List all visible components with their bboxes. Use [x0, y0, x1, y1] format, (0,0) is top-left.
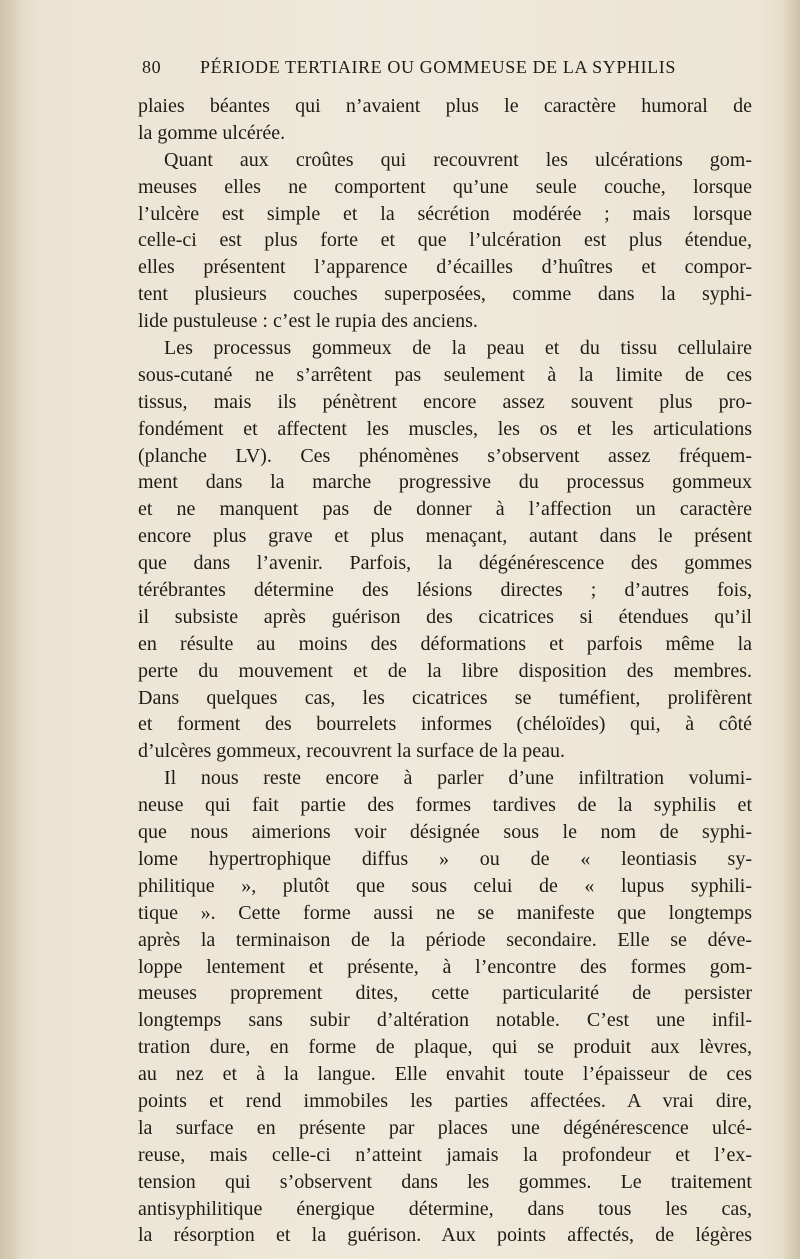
text-line: lome hypertrophique diffus » ou de « leontiasis sy- [138, 847, 752, 870]
text-line: celle-ci est plus forte et que l’ulcération est plus étendue, [138, 229, 752, 252]
text-line: loppe lentement et présente, à l’encontre des formes gom- [138, 955, 752, 978]
text-line: d’ulcères gommeux, recouvrent la surface de la peau. [138, 740, 566, 763]
text-line: elles présentent l’apparence d’écailles d’huîtres et compor- [138, 256, 752, 279]
text-line: tration dure, en forme de plaque, qui se produit aux lèvres, [138, 1036, 752, 1059]
text-line: fondément et affectent les muscles, les os et les articulations [138, 417, 752, 440]
text-line: meuses elles ne comportent qu’une seule couche, lorsque [138, 175, 752, 198]
running-title: PÉRIODE TERTIAIRE OU GOMMEUSE DE LA SYPHILIS [200, 57, 676, 77]
text-line: lide pustuleuse : c’est le rupia des anciens. [138, 310, 478, 333]
text-line: que nous aimerions voir désignée sous le nom de syphi- [138, 821, 752, 844]
running-header [142, 57, 762, 81]
text-line: sous-cutané ne s’arrêtent pas seulement à la limite de ces [138, 363, 752, 386]
text-line: tique ». Cette forme aussi ne se manifeste que longtemps [138, 901, 752, 924]
text-line: tissus, mais ils pénètrent encore assez souvent plus pro- [138, 390, 752, 413]
text-line: antisyphilitique énergique détermine, dans tous les cas, [138, 1197, 752, 1220]
text-line: meuses proprement dites, cette particularité de persister [138, 982, 752, 1005]
text-line: et ne manquent pas de donner à l’affection un caractère [138, 498, 752, 521]
text-line: après la terminaison de la période secondaire. Elle se déve- [138, 928, 752, 951]
page-number: 80 [142, 57, 162, 77]
text-line: tent plusieurs couches superposées, comme dans la syphi- [138, 283, 752, 306]
text-line: perte du mouvement et de la libre disposition des membres. [138, 659, 752, 682]
text-line: la résorption et la guérison. Aux points affectés, de légères [138, 1224, 752, 1247]
text-line: philitique », plutôt que sous celui de « lupus syphili- [138, 874, 752, 897]
text-line: la surface en présente par places une dégénérescence ulcé- [138, 1116, 752, 1139]
text-line: Il nous reste encore à parler d’une infiltration volumi- [164, 767, 752, 790]
text-line: Quant aux croûtes qui recouvrent les ulcérations gom- [164, 148, 752, 171]
text-line: en résulte au moins des déformations et parfois même la [138, 632, 752, 655]
text-line: reuse, mais celle-ci n’atteint jamais la profondeur et l’ex- [138, 1143, 752, 1166]
text-line: l’ulcère est simple et la sécrétion modérée ; mais lorsque [138, 202, 752, 225]
text-line: que dans l’avenir. Parfois, la dégénérescence des gommes [138, 552, 752, 575]
text-line: au nez et à la langue. Elle envahit toute l’épaisseur de ces [138, 1063, 752, 1086]
body-text [138, 93, 752, 1249]
text-line: térébrantes détermine des lésions directes ; d’autres fois, [138, 579, 752, 602]
text-line: points et rend immobiles les parties affectées. A vrai dire, [138, 1089, 752, 1112]
page-right-edge [782, 0, 800, 1259]
text-line: et forment des bourrelets informes (chéloïdes) qui, à côté [138, 713, 752, 736]
text-line: Dans quelques cas, les cicatrices se tuméfient, prolifèrent [138, 686, 752, 709]
text-line: plaies béantes qui n’avaient plus le caractère humoral de [138, 95, 752, 117]
text-line: tension qui s’observent dans les gommes. Le traitement [138, 1170, 752, 1193]
text-line: encore plus grave et plus menaçant, autant dans le présent [138, 525, 752, 548]
text-line: il subsiste après guérison des cicatrices si étendues qu’il [138, 605, 752, 628]
text-line: longtemps sans subir d’altération notable. C’est une infil- [138, 1009, 752, 1032]
text-line: ment dans la marche progressive du processus gommeux [138, 471, 752, 494]
text-line: neuse qui fait partie des formes tardives de la syphilis et [138, 794, 752, 817]
page-left-edge [0, 0, 22, 1259]
text-line: (planche LV). Ces phénomènes s’observent assez fréquem- [138, 444, 752, 467]
text-line: Les processus gommeux de la peau et du tissu cellulaire [164, 337, 752, 360]
text-line: la gomme ulcérée. [138, 121, 286, 144]
